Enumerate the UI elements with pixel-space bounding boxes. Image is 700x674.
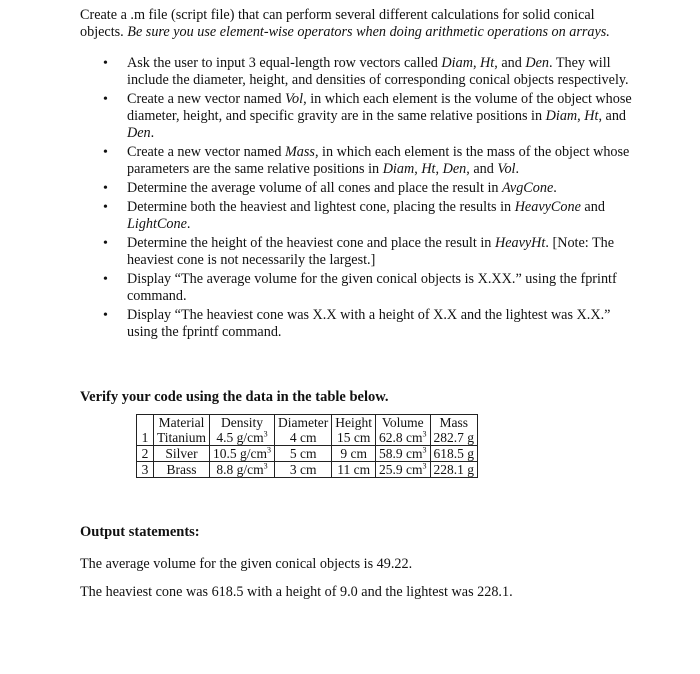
cell-density: 8.8 $g/cm^3$ xyxy=(210,462,275,478)
row-index: 3 xyxy=(137,462,154,478)
bullet-icon: • xyxy=(103,200,108,215)
task-line: diameter, height, and specific gravity are in the same relative positions in Diam, Ht, and xyxy=(127,108,627,124)
cell-height: 9 cm xyxy=(332,446,376,462)
cell-mass: 228.1 g xyxy=(430,462,478,478)
output-heading: Output statements: xyxy=(80,524,200,540)
data-table xyxy=(136,414,478,478)
task-line: Create a new vector named Mass, in which each element is the mass of the object whose xyxy=(127,144,630,160)
task-item xyxy=(80,180,690,197)
bullet-icon: • xyxy=(103,272,108,287)
table-corner-cell xyxy=(137,415,154,431)
task-list xyxy=(80,55,690,343)
cell-diameter: 5 cm xyxy=(275,446,332,462)
task-line: Display “The average volume for the given conical objects is X.XX.” using the fprintf xyxy=(127,271,617,287)
task-item xyxy=(80,91,690,142)
task-line: LightCone. xyxy=(127,216,191,232)
cell-material: Titanium xyxy=(154,430,210,446)
cell-density: 10.5 $g/cm^3$ xyxy=(210,446,275,462)
cell-height: 11 cm xyxy=(332,462,376,478)
header-volume: Volume xyxy=(376,415,431,431)
output-line-heaviest: The heaviest cone was 618.5 with a height of 9.0 and the lightest was 228.1. xyxy=(80,584,513,600)
task-line: Determine the average volume of all cones and place the result in AvgCone. xyxy=(127,180,557,196)
bullet-icon: • xyxy=(103,308,108,323)
bullet-icon: • xyxy=(103,145,108,160)
task-item xyxy=(80,235,690,269)
task-line: Create a new vector named Vol, in which each element is the volume of the object whose xyxy=(127,91,632,107)
task-item xyxy=(80,271,690,305)
task-line: Determine both the heaviest and lightest cone, placing the results in HeavyCone and xyxy=(127,199,605,215)
header-density: Density xyxy=(210,415,275,431)
cell-mass: 618.5 g xyxy=(430,446,478,462)
task-line: Determine the height of the heaviest cone and place the result in HeavyHt. [Note: The xyxy=(127,235,615,251)
header-diameter: Diameter xyxy=(275,415,332,431)
task-line: include the diameter, height, and densities of corresponding conical objects respectively. xyxy=(127,72,629,88)
task-line: heaviest cone is not necessarily the largest.] xyxy=(127,252,376,268)
task-line: Display “The heaviest cone was X.X with a height of X.X and the lightest was X.X.” xyxy=(127,307,611,323)
cell-material: Brass xyxy=(154,462,210,478)
task-line: parameters are the same relative positions in Diam, Ht, Den, and Vol. xyxy=(127,161,520,177)
task-item xyxy=(80,307,690,341)
cell-volume: 62.8 $cm^3$ xyxy=(376,430,431,446)
header-mass: Mass xyxy=(430,415,478,431)
output-line-average: The average volume for the given conical objects is 49.22. xyxy=(80,556,413,572)
cell-material: Silver xyxy=(154,446,210,462)
header-material: Material xyxy=(154,415,210,431)
bullet-icon: • xyxy=(103,181,108,196)
intro-paragraph xyxy=(80,7,685,41)
cell-diameter: 3 cm xyxy=(275,462,332,478)
task-item xyxy=(80,199,690,233)
cell-volume: 25.9 $cm^3$ xyxy=(376,462,431,478)
intro-line-2-plain: objects. xyxy=(80,24,128,40)
verify-heading: Verify your code using the data in the table below. xyxy=(80,389,389,405)
cell-density: 4.5 $g/cm^3$ xyxy=(210,430,275,446)
task-item xyxy=(80,55,690,89)
table-header-row xyxy=(137,415,478,431)
task-line: using the fprintf command. xyxy=(127,324,282,340)
intro-emphasis: Be sure you use element-wise operators when doing arithmetic operations on arrays. xyxy=(127,24,610,40)
header-height: Height xyxy=(332,415,376,431)
intro-line-2 xyxy=(80,24,685,41)
cell-volume: 58.9 $cm^3$ xyxy=(376,446,431,462)
row-index: 2 xyxy=(137,446,154,462)
table-row xyxy=(137,430,478,446)
intro-line-1: Create a .m file (script file) that can perform several different calculations for solid conical xyxy=(80,7,595,23)
task-line: Den. xyxy=(127,125,155,141)
cell-height: 15 cm xyxy=(332,430,376,446)
cell-mass: 282.7 g xyxy=(430,430,478,446)
cell-diameter: 4 cm xyxy=(275,430,332,446)
table-row xyxy=(137,462,478,478)
table-row xyxy=(137,446,478,462)
row-index: 1 xyxy=(137,430,154,446)
task-line: Ask the user to input 3 equal-length row vectors called Diam, Ht, and Den. They will xyxy=(127,55,611,71)
bullet-icon: • xyxy=(103,92,108,107)
task-item xyxy=(80,144,690,178)
task-line: command. xyxy=(127,288,187,304)
bullet-icon: • xyxy=(103,56,108,71)
bullet-icon: • xyxy=(103,236,108,251)
